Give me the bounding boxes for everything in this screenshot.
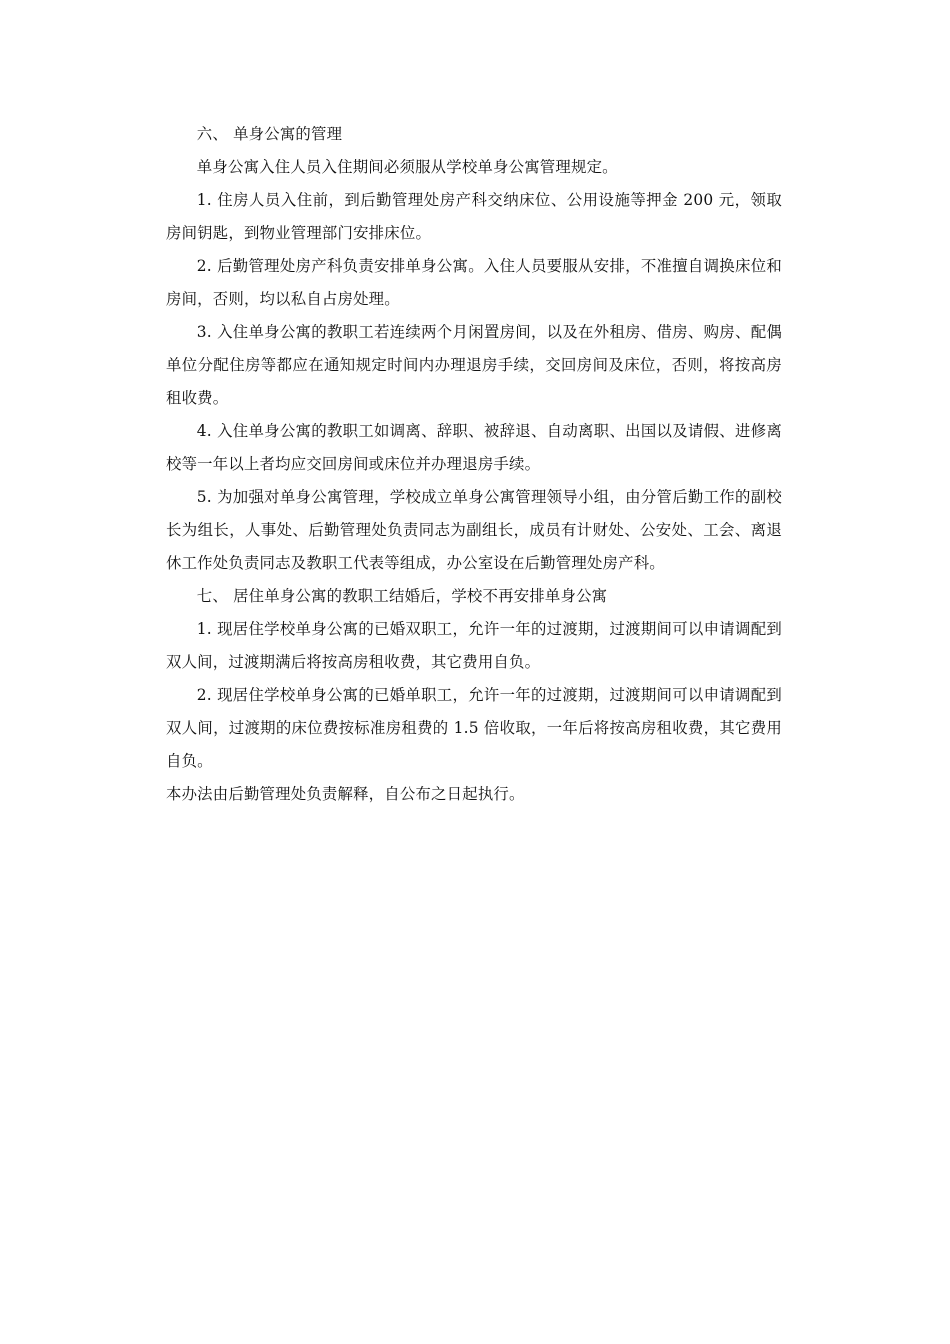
section-heading-seven: 七、 居住单身公寓的教职工结婚后，学校不再安排单身公寓: [196, 587, 608, 605]
section-intro: 单身公寓入住人员入住期间必须服从学校单身公寓管理规定。: [196, 158, 618, 176]
marriage-rule-item-1: 1. 现居住学校单身公寓的已婚双职工，允许一年的过渡期，过渡期间可以申请调配到双人间，过渡期满后将按高房租收费，其它费用自负。: [166, 620, 782, 671]
marriage-rule-item-2: 2. 现居住学校单身公寓的已婚单职工，允许一年的过渡期，过渡期间可以申请调配到双人间，过渡期的床位费按标准房租费的 1.5 倍收取，一年后将按高房租收费，其它费用自负。: [166, 686, 782, 770]
rule-item-1: 1. 住房人员入住前，到后勤管理处房产科交纳床位、公用设施等押金 200 元，领取房间钥匙，到物业管理部门安排床位。: [166, 191, 782, 242]
rule-item-2: 2. 后勤管理处房产科负责安排单身公寓。入住人员要服从安排，不准擅自调换床位和房间，否则，均以私自占房处理。: [166, 257, 782, 308]
document-body: [166, 118, 782, 811]
rule-item-4: 4. 入住单身公寓的教职工如调离、辞职、被辞退、自动离职、出国以及请假、进修离校等一年以上者均应交回房间或床位并办理退房手续。: [166, 422, 782, 473]
rule-item-3: 3. 入住单身公寓的教职工若连续两个月闲置房间，以及在外租房、借房、购房、配偶单位分配住房等都应在通知规定时间内办理退房手续，交回房间及床位，否则，将按高房租收费。: [166, 323, 782, 407]
section-heading-six: 六、 单身公寓的管理: [196, 125, 343, 143]
closing-statement: 本办法由后勤管理处负责解释，自公布之日起执行。: [166, 785, 525, 803]
rule-item-5: 5. 为加强对单身公寓管理，学校成立单身公寓管理领导小组，由分管后勤工作的副校长为组长，人事处、后勤管理处负责同志为副组长，成员有计财处、公安处、工会、离退休工作处负责同志及教职工代表等组成，办公室设在后勤管理处房产科。: [166, 488, 782, 572]
